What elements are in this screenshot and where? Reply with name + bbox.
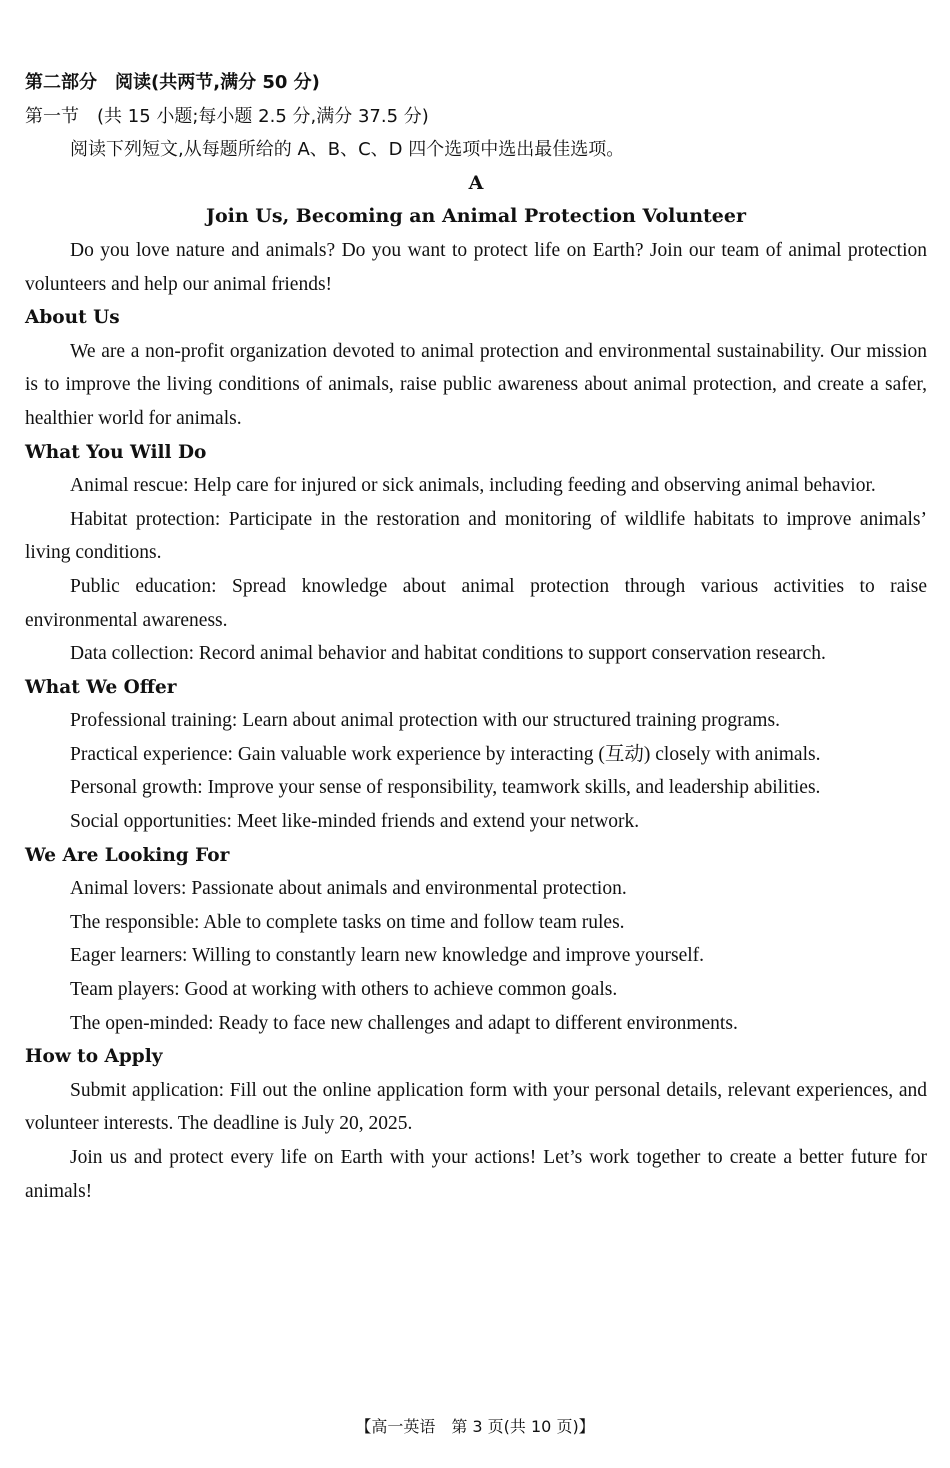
passage-letter: A bbox=[468, 171, 484, 194]
offer-heading: What We Offer bbox=[25, 676, 177, 698]
looking-item-openminded: The open-minded: Ready to face new challenges and adapt to different environments. bbox=[70, 1012, 738, 1034]
instruction: 阅读下列短文,从每题所给的 A、B、C、D 四个选项中选出最佳选项。 bbox=[70, 139, 625, 161]
do-heading: What You Will Do bbox=[25, 441, 207, 463]
looking-item-responsible: The responsible: Able to complete tasks on time and follow team rules. bbox=[70, 911, 625, 933]
passage-title: Join Us, Becoming an Animal Protection Volunteer bbox=[206, 205, 746, 228]
apply-paragraph: Submit application: Fill out the online application form with your personal details, relevant experiences, and volunteer interests. The deadline is July 20, 2025. bbox=[25, 1079, 927, 1135]
do-item-education: Public education: Spread knowledge about animal protection through various activities to raise environmental awareness. bbox=[25, 575, 927, 631]
about-paragraph: We are a non-profit organization devoted to animal protection and environmental sustainability. Our mission is to improve the living conditions of animals, raise public awareness about animal protection, and create a safer, healthier world for animals. bbox=[25, 340, 927, 429]
looking-item-lovers: Animal lovers: Passionate about animals and environmental protection. bbox=[70, 878, 627, 900]
offer-item-growth: Personal growth: Improve your sense of responsibility, teamwork skills, and leadership abilities. bbox=[70, 777, 821, 799]
do-item-data: Data collection: Record animal behavior and habitat conditions to support conservation research. bbox=[70, 643, 826, 665]
do-item-rescue: Animal rescue: Help care for injured or sick animals, including feeding and observing animal behavior. bbox=[70, 475, 876, 497]
looking-item-learners: Eager learners: Willing to constantly learn new knowledge and improve yourself. bbox=[70, 945, 705, 967]
section-heading: 第一节 (共 15 小题;每小题 2.5 分,满分 37.5 分) bbox=[25, 105, 429, 127]
offer-item-social: Social opportunities: Meet like-minded friends and extend your network. bbox=[70, 811, 640, 833]
intro-paragraph: Do you love nature and animals? Do you want to protect life on Earth? Join our team of animal protection volunteers and help our animal friends! bbox=[25, 239, 927, 295]
offer-item-experience: Practical experience: Gain valuable work experience by interacting (互动) closely with animals. bbox=[70, 743, 821, 765]
exam-page bbox=[25, 66, 927, 1208]
do-item-habitat: Habitat protection: Participate in the restoration and monitoring of wildlife habitats to improve animals’ living conditions. bbox=[25, 508, 927, 564]
page-footer: 【高一英语 第 3 页(共 10 页)】 bbox=[355, 1417, 595, 1436]
looking-item-team: Team players: Good at working with others to achieve common goals. bbox=[70, 979, 618, 1001]
looking-heading: We Are Looking For bbox=[25, 844, 230, 866]
closing-paragraph: Join us and protect every life on Earth with your actions! Let’s work together to create a better future for animals! bbox=[25, 1147, 927, 1202]
apply-heading: How to Apply bbox=[25, 1046, 163, 1068]
part-heading: 第二部分 阅读(共两节,满分 50 分) bbox=[25, 72, 320, 93]
about-heading: About Us bbox=[25, 307, 120, 329]
offer-item-training: Professional training: Learn about animal protection with our structured training programs. bbox=[70, 710, 780, 732]
